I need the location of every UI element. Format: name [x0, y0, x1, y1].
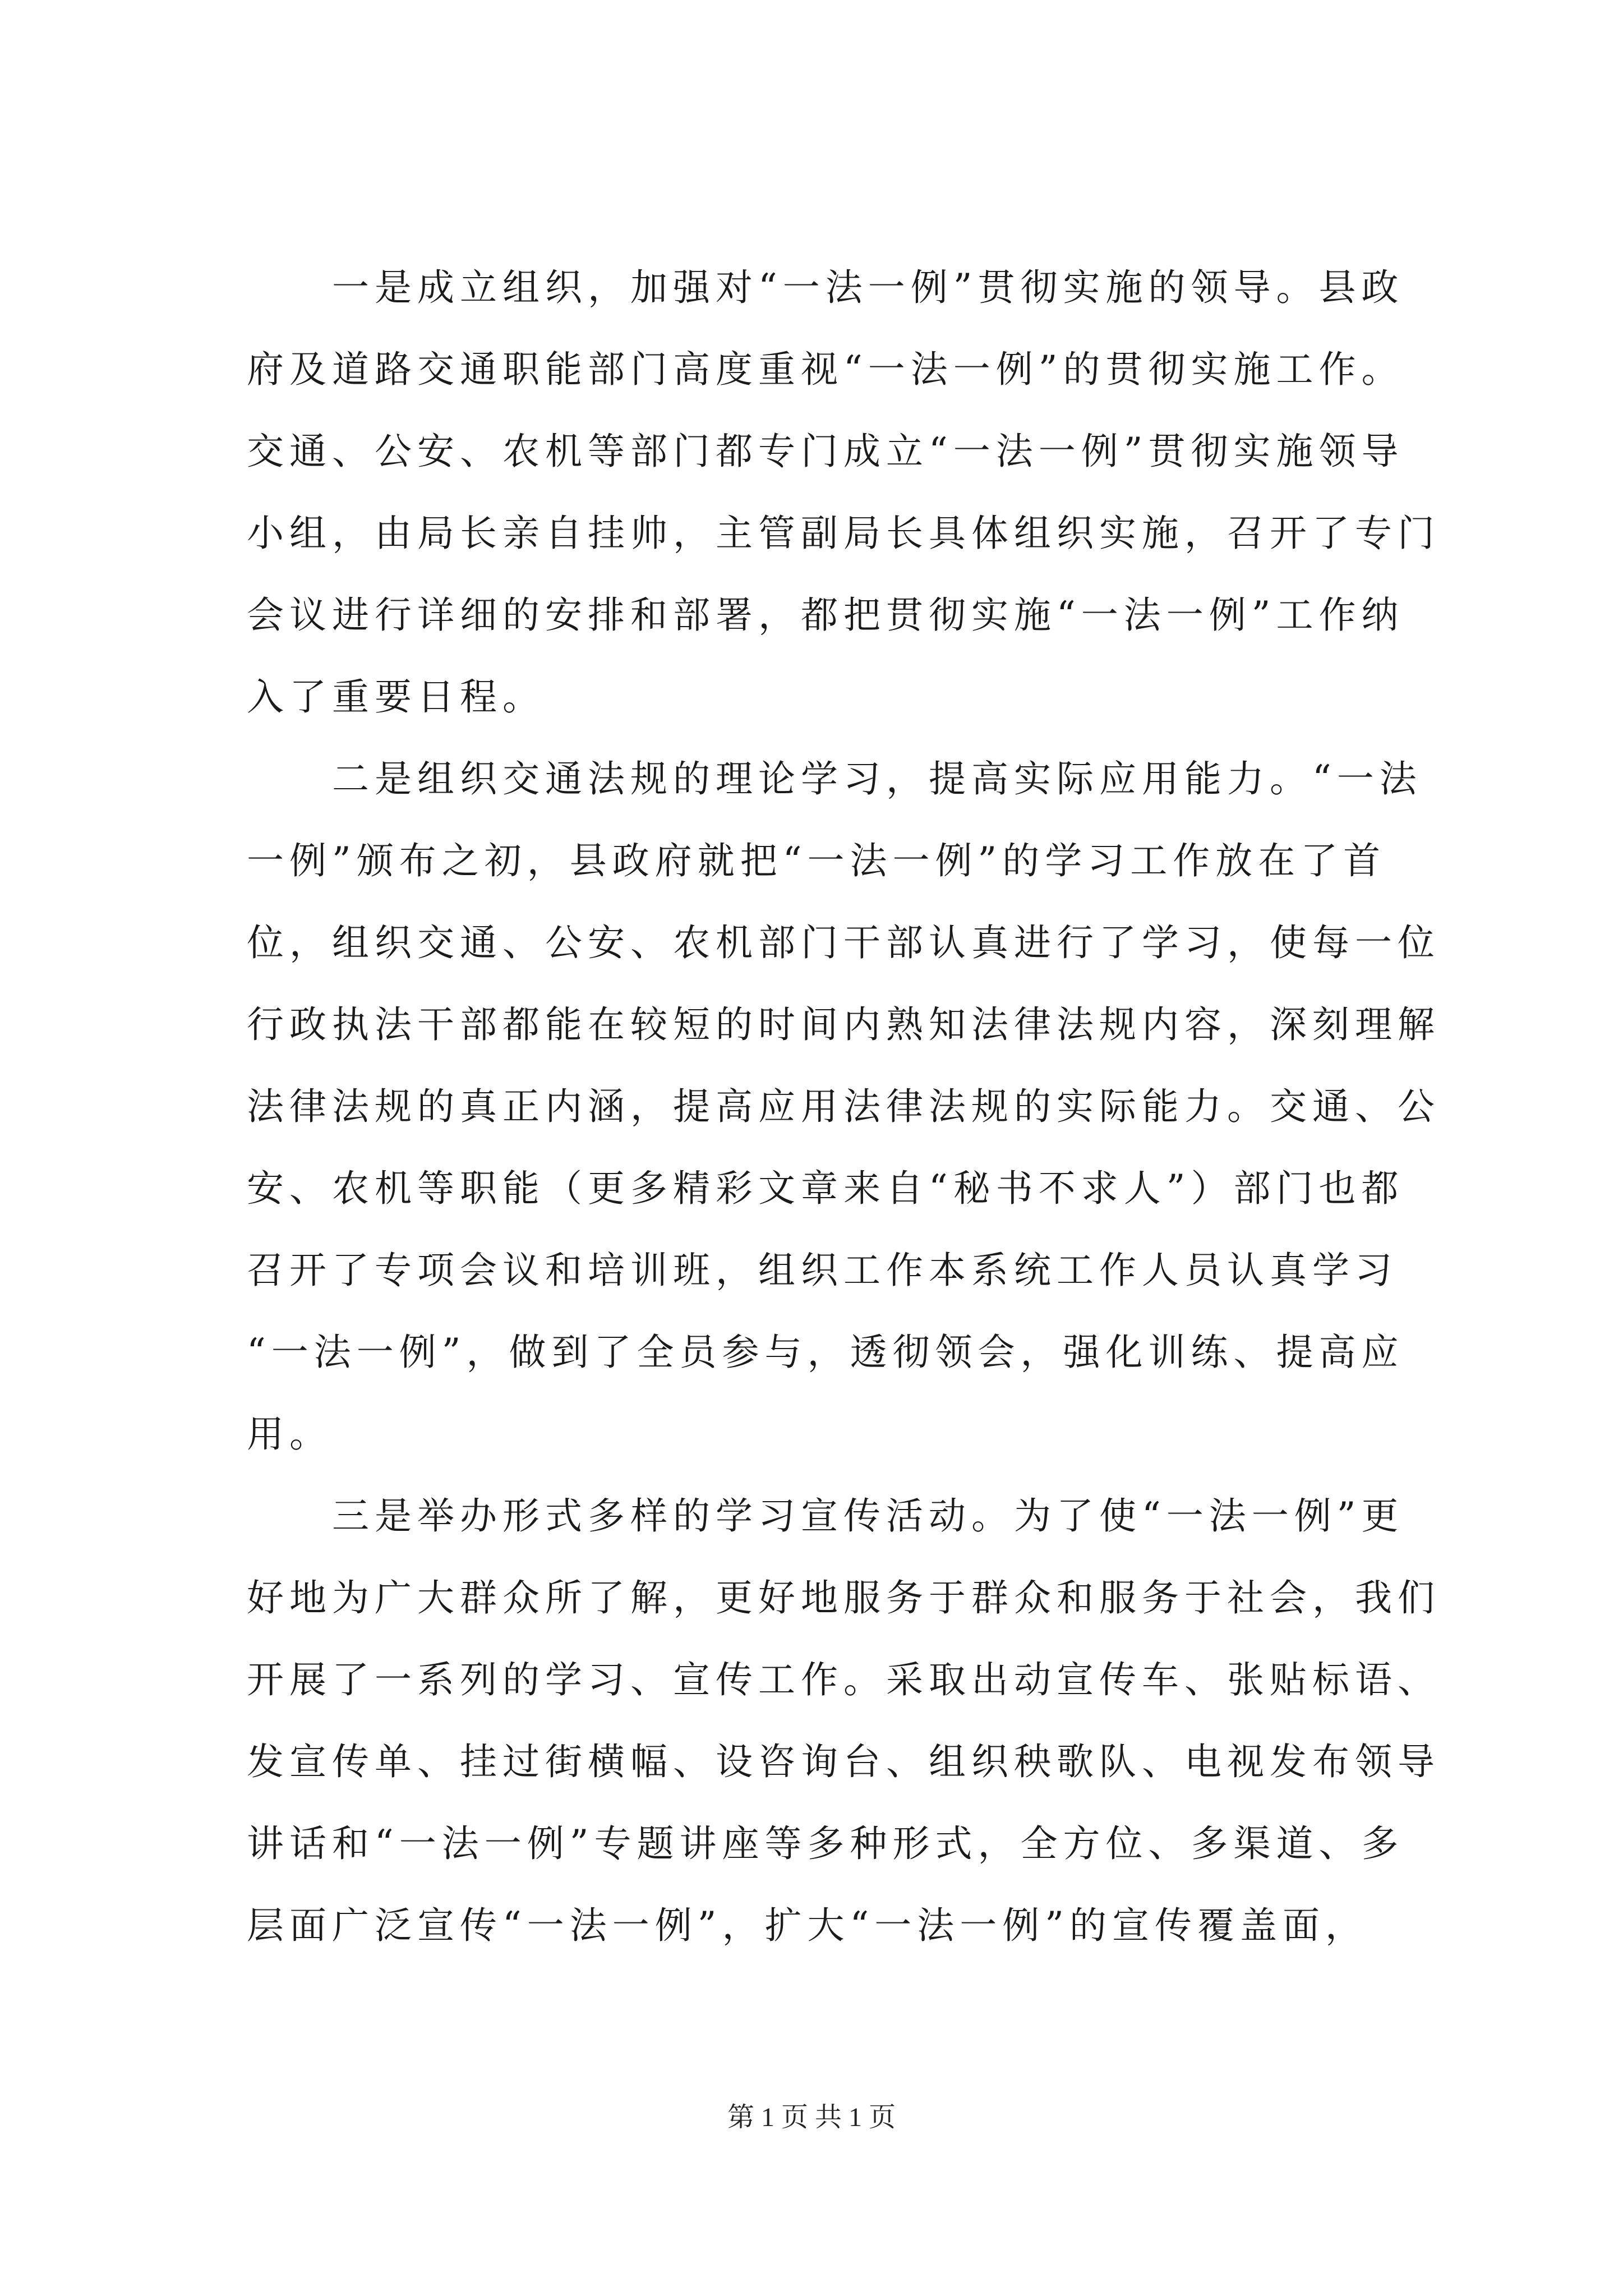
paragraph-line: 安、农机等职能（更多精彩文章来自“秘书不求人”）部门也都 — [247, 1167, 1404, 1210]
paragraph-line: 用。 — [247, 1412, 332, 1456]
paragraph-2 — [247, 738, 1440, 1475]
paragraph-line: 会议进行详细的安排和部署，都把贯彻实施“一法一例”工作纳 — [247, 593, 1404, 637]
paragraph-line: 交通、公安、农机等部门都专门成立“一法一例”贯彻实施领导 — [247, 430, 1404, 473]
paragraph-line: 行政执法干部都能在较短的时间内熟知法律法规内容，深刻理解 — [247, 1003, 1440, 1046]
paragraph-line: 开展了一系列的学习、宣传工作。采取出动宣传车、张贴标语、 — [247, 1658, 1440, 1701]
paragraph-line: 一是成立组织，加强对“一法一例”贯彻实施的领导。县政 — [332, 266, 1404, 309]
document-body — [247, 247, 1440, 1967]
paragraph-line: 府及道路交通职能部门高度重视“一法一例”的贯彻实施工作。 — [247, 348, 1404, 391]
paragraph-line: 位，组织交通、公安、农机部门干部认真进行了学习，使每一位 — [247, 921, 1440, 964]
paragraph-line: 二是组织交通法规的理论学习，提高实际应用能力。“一法 — [332, 757, 1422, 800]
paragraph-line: 召开了专项会议和培训班，组织工作本系统工作人员认真学习 — [247, 1249, 1398, 1292]
paragraph-line: 小组，由局长亲自挂帅，主管副局长具体组织实施，召开了专门 — [247, 512, 1440, 555]
paragraph-line: 讲话和“一法一例”专题讲座等多种形式，全方位、多渠道、多 — [247, 1822, 1404, 1865]
paragraph-line: 三是举办形式多样的学习宣传活动。为了使“一法一例”更 — [332, 1494, 1404, 1538]
paragraph-line: “一法一例”，做到了全员参与，透彻领会，强化训练、提高应 — [247, 1331, 1404, 1374]
paragraph-1 — [247, 247, 1440, 738]
page-number-footer: 第 1 页 共 1 页 — [727, 2102, 896, 2132]
paragraph-3 — [247, 1475, 1440, 1967]
paragraph-line: 发宣传单、挂过街横幅、设咨询台、组织秧歌队、电视发布领导 — [247, 1740, 1440, 1783]
paragraph-line: 好地为广大群众所了解，更好地服务于群众和服务于社会，我们 — [247, 1576, 1440, 1619]
paragraph-line: 入了重要日程。 — [247, 675, 545, 719]
paragraph-line: 一例”颁布之初，县政府就把“一法一例”的学习工作放在了首 — [247, 839, 1386, 882]
paragraph-line: 法律法规的真正内涵，提高应用法律法规的实际能力。交通、公 — [247, 1085, 1440, 1128]
paragraph-line: 层面广泛宣传“一法一例”，扩大“一法一例”的宣传覆盖面， — [247, 1904, 1368, 1947]
